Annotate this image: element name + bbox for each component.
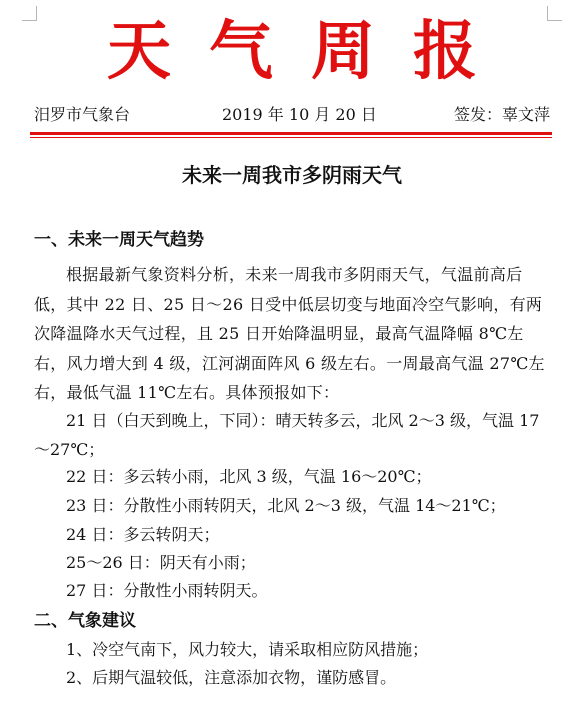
forecast-line: 25～26 日：阴天有小雨； [66, 553, 256, 572]
trend-paragraph: 根据最新气象资料分析，未来一周我市多阴雨天气，气温前高后低，其中 22 日、25 日～26 日受中低层切变与地面冷空气影响，有两次降温降水天气过程，且 25 日开始降温明显，最高气温降幅 8℃左右，风力增大到 4 级，江河湖面阵风 6 级左右。一周最高气温 27℃左右，最低气温 11℃左右。具体预报如下： [34, 265, 545, 402]
issuer: 汨罗市气象台 [34, 105, 131, 124]
advice-item: 1、冷空气南下，风力较大，请采取相应防风措施； [66, 640, 429, 659]
info-bar [34, 103, 550, 127]
issue-date: 2019 年 10 月 20 日 [222, 105, 377, 124]
red-rule-thick [30, 132, 552, 135]
headline: 未来一周我市多阴雨天气 [182, 163, 402, 187]
forecast-line: 27 日：分散性小雨转阴天。 [66, 581, 268, 600]
forecast-line: 21 日（白天到晚上，下同）：晴天转多云，北风 2～3 级，气温 17～27℃； [34, 411, 540, 459]
forecast-line: 24 日：多云转阴天； [66, 525, 220, 544]
red-rule-thin [30, 137, 552, 138]
section-heading-trend: 一、未来一周天气趋势 [34, 230, 204, 250]
forecast-line: 22 日：多云转小雨，北风 3 级，气温 16～20℃； [66, 467, 432, 486]
advice-item: 2、后期气温较低，注意添加衣物，谨防感冒。 [66, 668, 397, 687]
masthead-title: 天气周报 [107, 15, 515, 89]
section-heading-advice: 二、气象建议 [34, 611, 136, 631]
forecast-line: 23 日：分散性小雨转阴天，北风 2～3 级，气温 14～21℃； [66, 496, 506, 515]
signer: 签发：辜文萍 [453, 105, 550, 124]
